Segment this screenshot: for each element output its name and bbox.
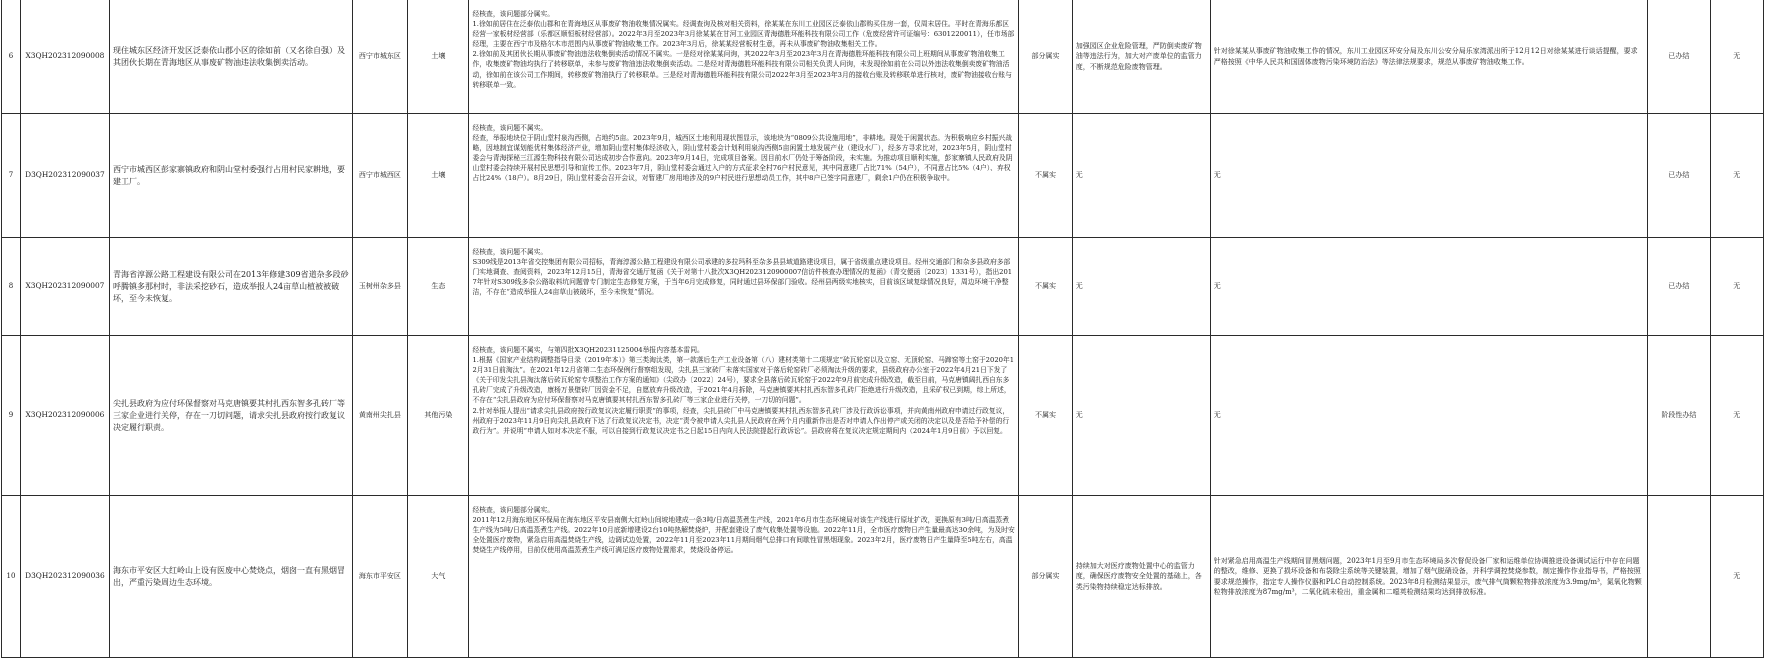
case-status <box>1648 496 1710 658</box>
remark: 无 <box>1710 496 1763 658</box>
investigation-paragraph: 经查，举报地块位于阴山堂村泉沟西侧，占地约5亩。2023年9月，城西区土地利用现状图显示，该地块为“0809公共设施用地”，非耕地。现处于闲置状态。为积极响应乡村振兴战略，因地制宜谋划能优村集体经济产业，增加阴山堂村集体经济收入，阴山堂村委会计划利用泉沟西侧5亩闲置土地发展产业（建设水厂），经多方寻求比对，2023年5月，阴山堂村委会与青海探秘三江源生物科技有限公司达成初步合作意向。2023年9月14日，完成项目备案。因目前水厂仍处于筹备阶段，未实施。为推动项目顺利实施，彭家寨镇人民政府及阴山堂村委会持续开展村民思想引导和宣传工作。2023年7月，阴山堂村委会通过入户的方式征求全村76户村民意见，其中同意建厂占比71%（54户），不同意占比5%（4户）、弃权占比24%（18户）。8月29日，阴山堂村委会召开会议，对暂建厂房用地涉及的9户村民进行思想动员工作，其中8户已签字同意建厂，剩余1户仍在积极争取中。 <box>472 134 1013 183</box>
case-status: 已办结 <box>1648 238 1710 336</box>
pollution-type: 大气 <box>408 496 469 658</box>
investigation-result <box>469 336 1019 496</box>
complaint-content: 西宁市城西区彭家寨镇政府和阴山堂村委强行占用村民家耕地，要建工厂。 <box>109 114 352 238</box>
investigation-result <box>469 0 1019 114</box>
table-row <box>2 0 1764 114</box>
complaint-content: 尖扎县政府为应付环保督察对马克唐镇要其村扎西东智多孔砖厂等三家企业进行关停，存在一刀切问题，请求尖扎县政府按行政复议决定履行职责。 <box>109 336 352 496</box>
region: 西宁市城东区 <box>352 0 408 114</box>
investigation-result <box>469 114 1019 238</box>
rectification-measures: 加强园区企业危险管理，严防倒卖废矿物油等违法行为，加大对产废单位的监管力度，不断规范危险废物管理。 <box>1072 0 1210 114</box>
case-code: D3QH202312090036 <box>20 496 109 658</box>
case-code: X3QH202312090008 <box>20 0 109 114</box>
complaint-table <box>1 0 1764 658</box>
complaint-content: 现住城东区经济开发区泛泰依山郡小区的徐如前（又名徐自强）及其团伙长期在青海地区从事废矿物油违法收集倒卖活动。 <box>109 0 352 114</box>
table-row <box>2 336 1764 496</box>
investigation-result <box>469 238 1019 336</box>
accountability: 无 <box>1210 114 1647 238</box>
accountability: 无 <box>1210 238 1647 336</box>
investigation-paragraph: 经核查，该问题部分属实。 <box>472 10 555 18</box>
row-number: 6 <box>2 0 21 114</box>
accountability: 针对徐某某从事废矿物油收集工作的情况，东川工业园区环安分局及东川公安分局乐家湾派出所于12月12日对徐某某进行谈话提醒，要求严格按照《中华人民共和国固体废物污染环境防治法》等法律法规要求，规范从事废矿物油收集工作。 <box>1210 0 1647 114</box>
rectification-measures: 持续加大对医疗废物处置中心的监管力度，确保医疗废物安全处置的基础上，各类污染物持续稳定达标排放。 <box>1072 496 1210 658</box>
investigation-paragraph: 2.徐如前及其团伙长期从事废矿物油违法收集倒卖活动情况不属实。一是经对徐某某问询，其2022年3月至2023年3月在青海德胜环能科技有限公司上班期间从事废矿物油收集工作，收集废矿物油均执行了转移联单，未参与废矿物油违法收集倒卖活动。二是经对青海德胜环能科技有限公司相关负责人问询，未发现徐如前在公司以外违法收集倒卖废矿物油活动，徐如前在该公司工作期间，转移废矿物油执行了转移联单。三是经对青海德胜环能科技有限公司2022年3月至2023年3月的接收台账及转移联单进行核对，废矿物油接收台账与转移联单一致。 <box>472 50 1012 89</box>
pollution-type: 土壤 <box>408 114 469 238</box>
verdict: 不属实 <box>1019 238 1072 336</box>
investigation-paragraph: 经核查，该问题不属实，与第四批X3QH20231125004举报内容基本雷同。 <box>472 346 704 354</box>
remark: 无 <box>1710 0 1763 114</box>
table-row <box>2 114 1764 238</box>
region: 西宁市城西区 <box>352 114 408 238</box>
investigation-result <box>469 496 1019 658</box>
verdict: 部分属实 <box>1019 0 1072 114</box>
row-number: 8 <box>2 238 21 336</box>
rectification-measures: 无 <box>1072 336 1210 496</box>
investigation-paragraph: 经核查，该问题不属实。 <box>472 124 548 132</box>
table-row <box>2 238 1764 336</box>
rectification-measures: 无 <box>1072 238 1210 336</box>
row-number: 9 <box>2 336 21 496</box>
investigation-paragraph: 2.针对举报人提出“请求尖扎县政府按行政复议决定履行职责”的事项，经查，尖扎县砖厂中马克唐镇要其村扎西东智多孔砖厂涉及行政诉讼事项，并向黄南州政府申请过行政复议，州政府于2023年11月9日向尖扎县政府下达了行政复议决定书，决定“责令被申请人尖扎县人民政府在两个月内重新作出是否对申请人作出停产或关闭的决定以及是否给予补偿的行政行为”。并说明“申请人如对本决定不服，可以自接到行政复议决定书之日起15日内向人民法院提起行政诉讼”。县政府将在复议决定规定期间内（2024年1月9日前）予以回复。 <box>472 406 1010 435</box>
verdict: 不属实 <box>1019 114 1072 238</box>
pollution-type: 土壤 <box>408 0 469 114</box>
row-number: 7 <box>2 114 21 238</box>
case-code: X3QH202312090007 <box>20 238 109 336</box>
investigation-paragraph: 1.根据《国家产业结构调整指导目录（2019年本）》第三类淘汰类，第一款落后生产工业设备第（八）建材类第十二项规定“砖瓦轮窑以及立窑、无顶轮窑、马蹄窑等土窑于2020年12月31日前淘汰”。在2021年12月省第二生态环保例行督察组发现，尖扎县三家砖厂未落实国家对于落后轮窑砖厂必须淘汰升级的要求，县级政府办公室于2022年4月21日下发了《关于印发尖扎县淘汰落后砖瓦轮窑专项整治工作方案的通知》（尖政办〔2022〕24号），要求全县落后砖瓦轮窑于2022年9月前完成升级改造，截至目前，马克唐镇阔扎西自东多孔砖厂完成了升级改造，康杨万景壁砖厂因资金不足，自愿放弃升级改造，于2021年4月拆除，马克唐镇要其村扎西东智多孔砖厂拒绝进行升级改造，且采矿权已到期，综上所述，不存在“尖扎县政府为应付环保督察对马克唐镇要其村扎西东智多孔砖厂等三家企业进行关停，一刀切的问题”。 <box>472 356 1015 405</box>
case-status: 阶段性办结 <box>1648 336 1710 496</box>
pollution-type: 其他污染 <box>408 336 469 496</box>
case-code: D3QH202312090037 <box>20 114 109 238</box>
region: 黄南州尖扎县 <box>352 336 408 496</box>
investigation-paragraph: S309线是2013年省交控集团有限公司招标，青海淳源公路工程建设有限公司承建的多拉玛科至杂多县县域道路建设项目，属于省级重点建设项目。经州交通部门和杂多县政府多部门实地调查、查阅资料，2023年12月15日，青海省交通厅复函《关于对第十八批次X3QH2023120900007信访件核查办理情况的复函》（青交便函〔2023〕1331号），指出2017年针对S309线多杂公路取料坑问题曾专门制定生态修复方案，于当年6月完成修复，同时通过县环保部门验收。经州县两级实地核实，目前该区域复绿情况良好，周边环境干净整洁，不存在“造成举报人24亩草山被破坏，至今未恢复”情况。 <box>472 258 1013 297</box>
row-number: 10 <box>2 496 21 658</box>
investigation-paragraph: 1.徐如前居住在泛泰依山郡和在青海地区从事废矿物油收集情况属实。经调查询及核对相关资料，徐某某在东川工业园区泛泰依山郡购买住房一套，仅周末居住。平时在青海乐都区经营一家板材经营部（乐都区顺恒板材经营部）。2022年3月至2023年3月徐某某在甘河工业园区青海德胜环能科技有限公司工作（危废经营许可证编号：6301220011），任市场部经理，主要在西宁市及格尔木市范围内从事废矿物油收集工作。2023年3月后，徐某某经营板材生意，再未从事废矿物油收集相关工作。 <box>472 20 1015 49</box>
case-status: 已办结 <box>1648 114 1710 238</box>
case-status: 已办结 <box>1648 0 1710 114</box>
accountability: 针对紧急启用高温生产线期间冒黑烟问题，2023年1月至9月市生态环境局多次督促设备厂家和运维单位协调推进设备调试运行中存在问题的整改，维修、更换了损坏设备和布袋除尘系统等关键装置，增加了烟气脱硝设备，并科学调控焚烧参数，制定操作作业指导书，严格按照要求规范操作，指定专人操作仪器和PLC自动控制系统。2023年8月检测结果显示，废气排气筒颗粒物排放浓度为3.9mg/m³，氮氧化物颗粒物排放浓度为87mg/m³，二氧化硫未检出，重金属和二噁英检测结果均达到排放标准。 <box>1210 496 1647 658</box>
complaint-content: 青海省淳源公路工程建设有限公司在2013年修建309省道杂多段砂呼腾镇多那村时，非法采挖砂石，造成举报人24亩草山植被被破坏，至今未恢复。 <box>109 238 352 336</box>
complaint-content: 海东市平安区大红岭山上设有医废中心焚烧点，烟囱一直有黑烟冒出，严重污染周边生态环境。 <box>109 496 352 658</box>
remark: 无 <box>1710 336 1763 496</box>
pollution-type: 生态 <box>408 238 469 336</box>
verdict: 部分属实 <box>1019 496 1072 658</box>
investigation-paragraph: 经核查，该问题部分属实。 <box>472 506 555 514</box>
rectification-measures: 无 <box>1072 114 1210 238</box>
table-row <box>2 496 1764 658</box>
region: 玉树州杂多县 <box>352 238 408 336</box>
investigation-paragraph: 经核查，该问题不属实。 <box>472 248 548 256</box>
region: 海东市平安区 <box>352 496 408 658</box>
verdict: 不属实 <box>1019 336 1072 496</box>
case-code: X3QH202312090006 <box>20 336 109 496</box>
accountability: 无 <box>1210 336 1647 496</box>
investigation-paragraph: 2011年12月海东地区环保局在海东地区平安县南侧大红岭山间坡地建成一条3吨/日高温蒸煮生产线，2021年6月市生态环境局对该生产线进行原址扩改，更换原有3吨/日高温蒸煮生产线为5吨/日高温蒸煮生产线。2022年10月底新增建设2台10吨热解焚烧炉，并配套建设了废气收集处置等设施。2022年11月，全市医疗废物日产生量最高达30余吨，为及时安全处置医疗废物，紧急启用高温焚烧生产线，边调试边处置，2022年11月至2023年11月期间烟气总排口有间歇性冒黑烟现象。2023年2月，医疗废物日产生量降至5吨左右，高温焚烧生产线停用，目前仅使用高温蒸煮生产线可满足医疗废物处置需求，焚烧设备停运。 <box>472 516 1015 555</box>
remark: 无 <box>1710 114 1763 238</box>
remark: 无 <box>1710 238 1763 336</box>
